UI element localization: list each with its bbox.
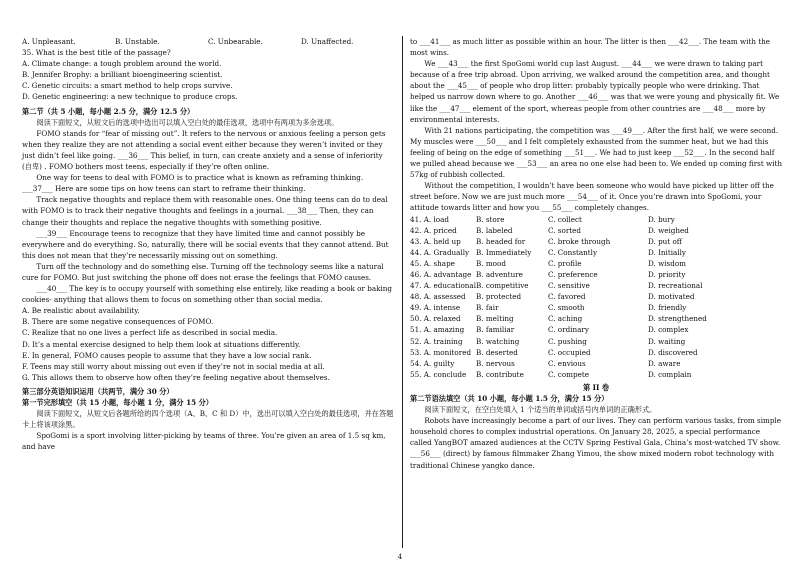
question-35: 35. What is the best title of the passage?	[22, 48, 171, 58]
choice-option: 43. A. held up	[410, 236, 461, 246]
paragraph: Track negative thoughts and replace them with reasonable ones. One thing teens can do to deal with FOMO is to track their negative thoughts and feelings in a journal. ___38___ Then, they can change their thoughts and replace the negative thoughts with something positive.	[22, 195, 388, 227]
choice-option: C. collect	[548, 214, 582, 224]
grammar-section-title: 第二节语法填空（共 10 小题，每小题 1.5 分，满分 15 分）	[410, 394, 609, 403]
choice-option: D. complex	[648, 325, 689, 335]
choice-row	[410, 269, 782, 280]
choice-option: 42. A. priced	[410, 225, 457, 235]
choice-option: D. put off	[648, 236, 682, 246]
choice-row	[410, 369, 782, 380]
paragraph: ___40___ The key is to occupy yourself with something else entirely, like reading a book or baking cookies- anything that allows them to focus on something other than social media.	[22, 284, 393, 305]
choice-option: 50. A. relaxed	[410, 314, 461, 324]
paragraph: ___39___ Encourage teens to recognize that they have limited time and cannot possibly be everywhere and do everything. So, naturally, there will be social events that they cannot attend. But this does not mean that they’re necessarily missing out on something.	[22, 228, 389, 260]
choice-option: 48. A. assessed	[410, 292, 466, 302]
choice-row	[410, 358, 782, 369]
choice-option: B. mood	[476, 258, 506, 268]
grammar-paragraph: Robots have increasingly become a part of our lives. They can perform various tasks, from simple household chores to complex industrial operations. On January 28, 2025, a special performance called YangBOT amazed audiences at the CCTV Spring Festival Gala, China’s most-watched TV show. ___56___ (direct) by famous filmmaker Zhang Yimou, the show mixed modern robot technology with traditional Chinese yangko dance.	[410, 416, 781, 470]
choice-option: C. aching	[548, 314, 583, 324]
choice-option: C. broke through	[548, 236, 611, 246]
choice-option: C. compete	[548, 369, 589, 379]
choice-option: D. Initially	[648, 247, 686, 257]
section-2-instructions: 阅读下面短文，从短文后的选项中选出可以填入空白处的最佳选项，选项中有两项为多余选项。	[36, 117, 339, 127]
volume-2-heading: 第 II 卷	[582, 382, 610, 392]
gap-option: G. This allows them to observe how often they’re feeling negative about themselves.	[22, 372, 330, 382]
choice-option: D. weighed	[648, 225, 689, 235]
choice-option: 45. A. shape	[410, 258, 455, 268]
option: B. Jennifer Brophy: a brilliant bioengineering scientist.	[22, 70, 223, 80]
choice-option: C. pushing	[548, 336, 587, 346]
choice-row	[410, 214, 782, 225]
choice-option: 55. A. conclude	[410, 369, 467, 379]
choice-option: D. waiting	[648, 336, 686, 346]
option: A. Unpleasant.	[22, 37, 76, 46]
gap-option: E. In general, FOMO causes people to assume that they have a low social rank.	[22, 350, 312, 360]
choice-option: B. competitive	[476, 281, 529, 291]
paragraph: Turn off the technology and do something else. Turning off the technology seems like a natural cure for FOMO. But just switching the phone off does not erase the feelings that FOMO causes.	[22, 261, 384, 282]
choice-row	[410, 247, 782, 258]
part-3-title: 第三部分英语知识运用（共两节，满分 30 分）	[22, 386, 174, 396]
choice-option: 46. A. advantage	[410, 269, 472, 279]
choice-option: D. friendly	[648, 303, 687, 313]
choice-option: D. motivated	[648, 292, 695, 302]
choice-row	[410, 347, 782, 358]
choice-option: 51. A. amazing	[410, 325, 465, 335]
q34-options	[22, 36, 394, 47]
choice-option: D. recreational	[648, 281, 703, 291]
option: C. Genetic circuits: a smart method to help crops survive.	[22, 81, 233, 91]
gap-option: B. There are some negative consequences of FOMO.	[22, 317, 214, 327]
cloze-paragraph: We ___43___ the first SpoGomi world cup last August. ___44___ we were drawn to taking part because of a free trip abroad. Upon arriving, we walked around the competition area, and thought about the ___45___ of people who drop litter: probably typically people who were drinking. That helped us narrow down where to go. Another ___46___ was that we were young and physically fit. We like the ___47___ element of the sport, whereas people from other countries are ___48___ more by environmental interests.	[410, 59, 780, 124]
choice-option: 49. A. intense	[410, 303, 461, 313]
choice-row	[410, 280, 782, 291]
choice-option: B. Immediately	[476, 247, 532, 257]
choice-option: 47. A. educational	[410, 281, 476, 291]
choice-option: C. occupied	[548, 347, 591, 357]
section-2-title: 第二节（共 5 小题，每小题 2.5 分，满分 12.5 分）	[22, 106, 195, 116]
paragraph: One way for teens to deal with FOMO is to practice what is known as reframing thinking. ___37___ Here are some tips on how teens can start to reframe their thinking.	[22, 173, 364, 194]
choice-option: B. nervous	[476, 358, 515, 368]
choice-row	[410, 225, 782, 236]
choice-option: C. sorted	[548, 225, 582, 235]
option: A. Climate change: a tough problem around the world.	[22, 59, 222, 69]
gap-option: D. It’s a mental exercise designed to help them look at situations differently.	[22, 339, 301, 349]
choice-option: C. preference	[548, 269, 598, 279]
choice-option: B. deserted	[476, 347, 518, 357]
right-column	[410, 36, 782, 471]
choice-option: C. ordinary	[548, 325, 589, 335]
choice-option: D. discovered	[648, 347, 698, 357]
option: C. Unbearable.	[208, 37, 263, 46]
gap-option: F. Teens may still worry about missing out even if they’re not in social media at all.	[22, 361, 325, 371]
cloze-paragraph: With 21 nations participating, the competition was ___49___. After the first half, we were second. My muscles were ___50___ and I felt completely exhausted from the summer heat, but we had this feeling of being on the edge of something ___51___. We had to just keep ___52___. In the second half we pulled ahead because we ___53___ an area no one else had been to. We ended up coming first with 57kg of rubbish collected.	[410, 125, 782, 180]
choice-option: 53. A. monitored	[410, 347, 472, 357]
choice-option: 41. A. load	[410, 214, 449, 224]
choice-option: B. melting	[476, 314, 514, 324]
choice-option: 44. A. Gradually	[410, 247, 470, 257]
gap-option: A. Be realistic about availability.	[22, 306, 140, 316]
grammar-instructions: 阅读下面短文，在空白处填入 1 个适当的单词或括号内单词的正确形式。	[424, 405, 657, 415]
option: D. Unaffected.	[301, 37, 354, 46]
paragraph: FOMO stands for “fear of missing out”. It refers to the nervous or anxious feeling a person gets when they realize they are not attending a social event either because they weren’t invited or they just didn’t feel like going. ___36___ This belief, in turn, can create anxiety and a sense of inferiority (自卑) . FOMO bothers most teens, especially if they’re often online.	[22, 128, 386, 172]
option: B. Unstable.	[115, 37, 160, 46]
cloze-paragraph: to ___41___ as much litter as possible within an hour. The litter is then ___42___. The team with the most wins.	[410, 37, 771, 58]
choice-row	[410, 291, 782, 302]
choice-option: B. familiar	[476, 325, 515, 335]
gap-option: C. Realize that no one lives a perfect life as described in social media.	[22, 328, 278, 338]
choice-option: C. smooth	[548, 303, 585, 313]
choice-option: B. adventure	[476, 269, 523, 279]
cloze-start: SpoGomi is a sport involving litter-picking by teams of three. You’re given an area of 1.5 sq km, and have	[22, 431, 386, 452]
choice-row	[410, 236, 782, 247]
choice-option: B. contribute	[476, 369, 524, 379]
choice-option: C. profile	[548, 258, 582, 268]
choice-option: D. complain	[648, 369, 692, 379]
choice-option: D. priority	[648, 269, 686, 279]
choice-option: B. fair	[476, 303, 499, 313]
section-1-instructions: 阅读下面短文，从短文后各题所给的四个选项（A、B、C 和 D）中，选出可以填入空白处的最佳选项，并在答题卡上将该项涂黑。	[22, 409, 394, 430]
choice-option: C. Constantly	[548, 247, 598, 257]
choice-option: B. store	[476, 214, 505, 224]
choice-option: D. wisdom	[648, 258, 686, 268]
choice-row	[410, 324, 782, 335]
cloze-choices	[410, 214, 782, 380]
choice-row	[410, 258, 782, 269]
column-divider	[402, 36, 403, 548]
choice-option: B. labeled	[476, 225, 513, 235]
option: D. Genetic engineering: a new technique to produce crops.	[22, 92, 238, 102]
section-1-title: 第一节完形填空（共 15 小题，每小题 1 分，满分 15 分）	[22, 398, 213, 407]
choice-option: B. watching	[476, 336, 520, 346]
page-number: 4	[397, 553, 403, 561]
cloze-paragraph: Without the competition, I wouldn’t have been someone who would have picked up litter off the street before. Now we are just much more ___54___ of it. Once you’re drawn into SpoGomi, your attitude towards litter and how you ___55___ completely changes.	[410, 181, 774, 213]
choice-option: C. envious	[548, 358, 586, 368]
choice-option: D. aware	[648, 358, 681, 368]
choice-row	[410, 302, 782, 313]
left-column	[22, 36, 394, 452]
choice-option: D. strengthened	[648, 314, 707, 324]
choice-option: B. protected	[476, 292, 522, 302]
choice-option: 54. A. guilty	[410, 358, 455, 368]
choice-option: C. sensitive	[548, 281, 590, 291]
choice-option: 52. A. training	[410, 336, 463, 346]
choice-option: D. bury	[648, 214, 675, 224]
choice-option: B. headed for	[476, 236, 526, 246]
choice-row	[410, 313, 782, 324]
choice-option: C. favored	[548, 292, 586, 302]
choice-row	[410, 336, 782, 347]
